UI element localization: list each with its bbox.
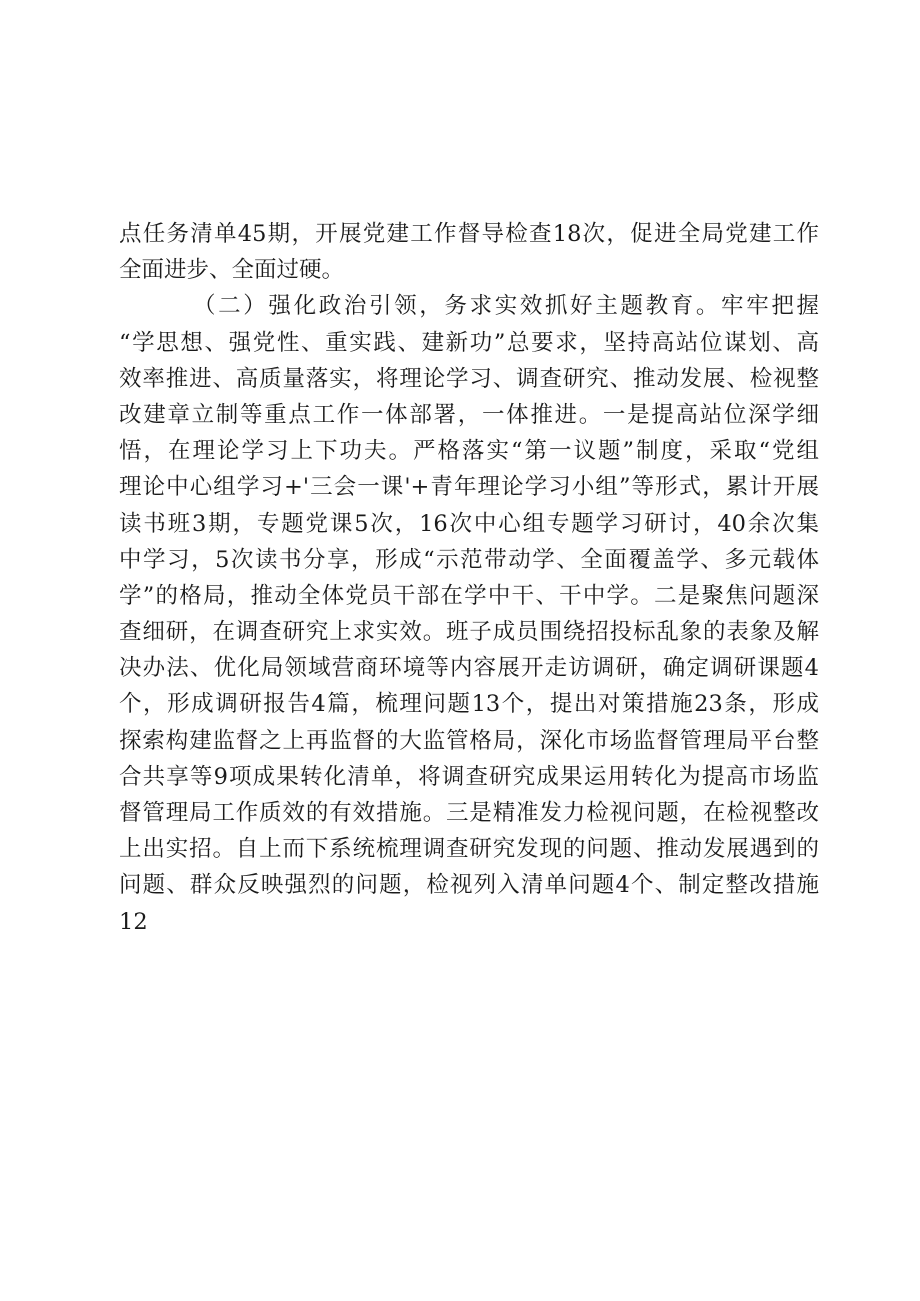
text-line-18: 上出实招。自上而下系统梳理调查研究发现的问题、推动发展遇到的 [119,836,819,863]
text-line-16: 合共享等9项成果转化清单，将调查研究成果运用转化为提高市场监 [119,763,819,790]
text-line-20: 12 [119,908,148,935]
text-line-6: 改建章立制等重点工作一体部署，一体推进。一是提高站位深学细 [119,401,819,428]
text-line-12: 查细研，在调查研究上求实效。班子成员围绕招投标乱象的表象及解 [119,619,819,646]
text-line-5: 效率推进、高质量落实，将理论学习、调查研究、推动发展、检视整 [119,365,819,392]
text-line-14: 个，形成调研报告4篇，梳理问题13个，提出对策措施23条，形成 [119,691,819,718]
text-line-10: 中学习，5次读书分享，形成“示范带动学、全面覆盖学、多元载体 [119,546,819,573]
text-line-11: 学”的格局，推动全体党员干部在学中干、干中学。二是聚焦问题深 [119,582,819,609]
body-text [119,216,819,940]
text-line-7: 悟，在理论学习上下功夫。严格落实“第一议题”制度，采取“党组 [119,438,819,465]
section-heading-line: （二）强化政治引领，务求实效抓好主题教育。牢牢把握 [193,293,819,320]
text-line-13: 决办法、优化局领域营商环境等内容展开走访调研，确定调研课题4 [119,655,819,682]
text-line-17: 督管理局工作质效的有效措施。三是精准发力检视问题，在检视整改 [119,800,819,826]
text-line-4: “学思想、强党性、重实践、建新功”总要求，坚持高站位谋划、高 [119,329,819,356]
text-line-19: 问题、群众反映强烈的问题，检视列入清单问题4个、制定整改措施 [119,872,819,899]
text-line-8: 理论中心组学习+'三会一课'+青年理论学习小组”等形式，累计开展 [119,474,819,501]
text-line-15: 探索构建监督之上再监督的大监管格局，深化市场监督管理局平台整 [119,727,819,754]
text-line-9: 读书班3期，专题党课5次，16次中心组专题学习研讨，40余次集 [119,510,819,537]
text-line-2: 全面进步、全面过硬。 [119,257,345,284]
text-line-1: 点任务清单45期，开展党建工作督导检查18次，促进全局党建工作 [119,221,819,247]
